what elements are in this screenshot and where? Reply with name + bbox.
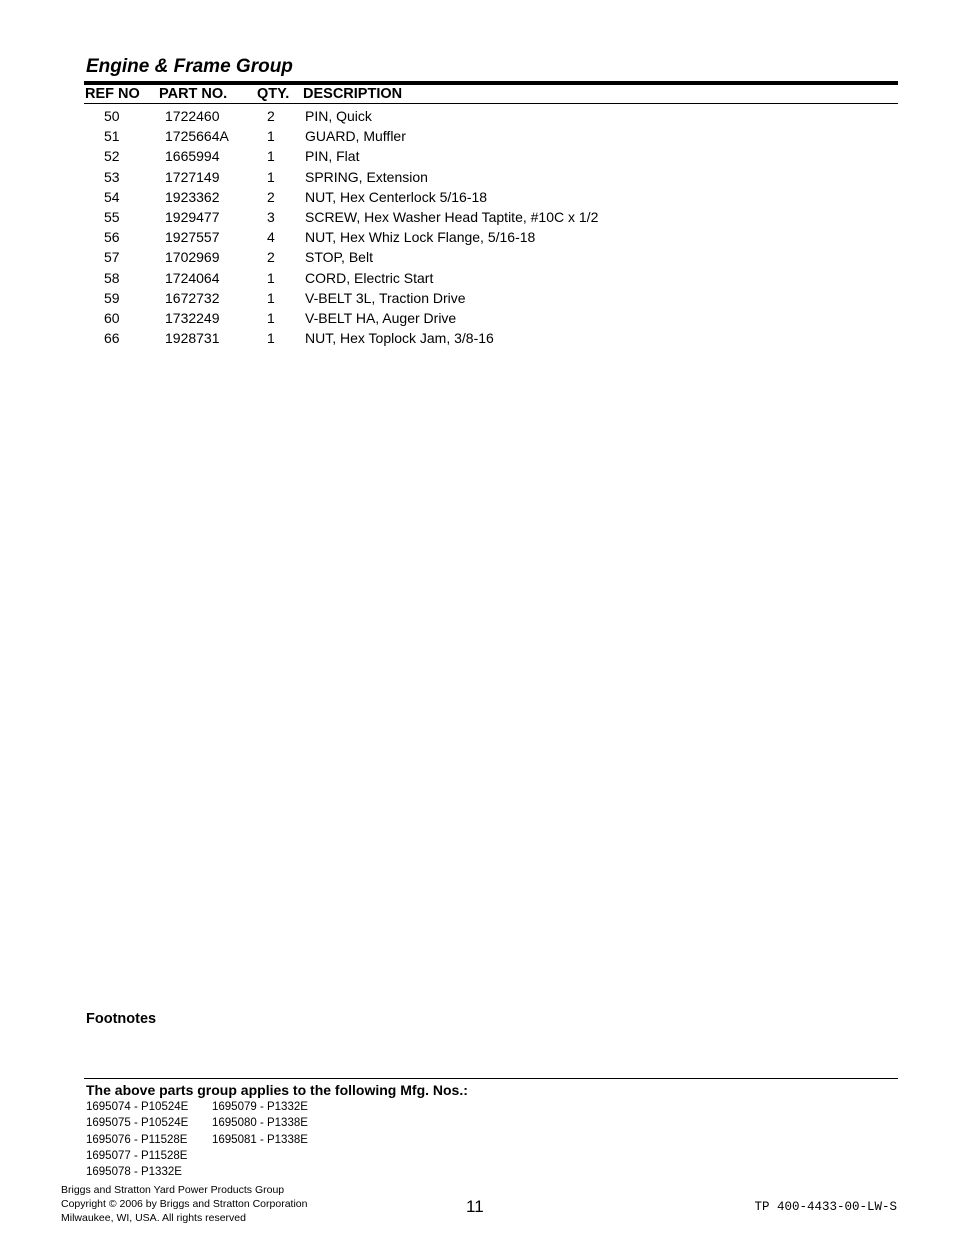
qty-cell: 2 [267,249,275,266]
part-no-cell: 1727149 [165,168,220,185]
description-cell: PIN, Quick [305,108,372,124]
table-row [84,309,898,329]
ref-no-cell: 57 [104,249,120,266]
mfg-list-column-2 [212,1099,308,1148]
table-row [84,188,898,208]
table-row [84,147,898,167]
copyright-line: Copyright © 2006 by Briggs and Stratton Corporation [61,1198,308,1210]
description-cell: SPRING, Extension [305,168,428,185]
qty-cell: 1 [267,168,275,185]
mfg-number: 1695080 - P1338E [212,1117,308,1130]
table-row [84,208,898,228]
mfg-number: 1695078 - P1332E [86,1166,182,1179]
part-no-cell: 1724064 [165,269,220,286]
ref-no-cell: 59 [104,289,120,306]
qty-cell: 2 [267,188,275,205]
header-rule [84,103,898,104]
footnotes-heading: Footnotes [86,1011,157,1027]
table-row [84,168,898,188]
qty-cell: 2 [267,108,275,124]
description-cell: STOP, Belt [305,249,373,266]
ref-no-cell: 50 [104,108,120,124]
qty-cell: 1 [267,269,275,286]
ref-no-cell: 66 [104,330,120,347]
table-row [84,329,898,349]
header-description: DESCRIPTION [303,86,403,102]
parts-table-header [84,86,898,103]
header-part-no: PART NO. [159,86,228,102]
part-no-cell: 1732249 [165,309,220,326]
table-row [84,228,898,248]
qty-cell: 1 [267,128,275,145]
part-no-cell: 1928731 [165,330,220,347]
part-no-cell: 1725664A [165,128,229,145]
ref-no-cell: 56 [104,229,120,246]
mfg-number: 1695077 - P11528E [86,1149,188,1162]
part-no-cell: 1927557 [165,229,220,246]
part-no-cell: 1929477 [165,208,220,225]
ref-no-cell: 55 [104,208,120,225]
section-title: Engine & Frame Group [86,56,293,77]
location-line: Milwaukee, WI, USA. All rights reserved [61,1212,246,1224]
description-cell: CORD, Electric Start [305,269,434,286]
mfg-number: 1695075 - P10524E [86,1117,189,1130]
description-cell: NUT, Hex Toplock Jam, 3/8-16 [305,330,494,347]
qty-cell: 4 [267,229,275,246]
part-no-cell: 1722460 [165,108,220,124]
description-cell: PIN, Flat [305,148,360,165]
company-info [61,1183,307,1225]
parts-table-body [84,107,898,349]
qty-cell: 1 [267,289,275,306]
ref-no-cell: 58 [104,269,120,286]
document-code: TP 400-4433-00-LW-S [754,1200,897,1214]
qty-cell: 1 [267,309,275,326]
part-no-cell: 1923362 [165,188,220,205]
company-line: Briggs and Stratton Yard Power Products Group [61,1184,285,1196]
description-cell: GUARD, Muffler [305,128,406,145]
ref-no-cell: 51 [104,128,120,145]
mfg-number: 1695076 - P11528E [86,1133,188,1146]
header-qty: QTY. [257,86,290,102]
mfg-list-column-1 [86,1099,188,1180]
description-cell: NUT, Hex Centerlock 5/16-18 [305,188,488,205]
part-no-cell: 1665994 [165,148,220,165]
ref-no-cell: 54 [104,188,120,205]
description-cell: V-BELT HA, Auger Drive [305,309,457,326]
qty-cell: 1 [267,148,275,165]
qty-cell: 1 [267,330,275,347]
mfg-rule [84,1078,898,1079]
page-number: 11 [466,1197,484,1216]
table-row [84,107,898,127]
mfg-heading: The above parts group applies to the following Mfg. Nos.: [86,1082,468,1098]
mfg-number: 1695074 - P10524E [86,1101,189,1113]
part-no-cell: 1672732 [165,289,220,306]
mfg-number: 1695081 - P1338E [212,1133,308,1146]
ref-no-cell: 52 [104,148,120,165]
ref-no-cell: 60 [104,309,120,326]
title-rule [84,81,898,85]
header-ref-no: REF NO [85,86,140,102]
description-cell: NUT, Hex Whiz Lock Flange, 5/16-18 [305,229,536,246]
table-row [84,248,898,268]
table-row [84,127,898,147]
ref-no-cell: 53 [104,168,120,185]
table-row [84,269,898,289]
part-no-cell: 1702969 [165,249,220,266]
mfg-number: 1695079 - P1332E [212,1101,308,1113]
description-cell: V-BELT 3L, Traction Drive [305,289,466,306]
table-row [84,289,898,309]
qty-cell: 3 [267,208,275,225]
description-cell: SCREW, Hex Washer Head Taptite, #10C x 1/2 [305,208,599,225]
